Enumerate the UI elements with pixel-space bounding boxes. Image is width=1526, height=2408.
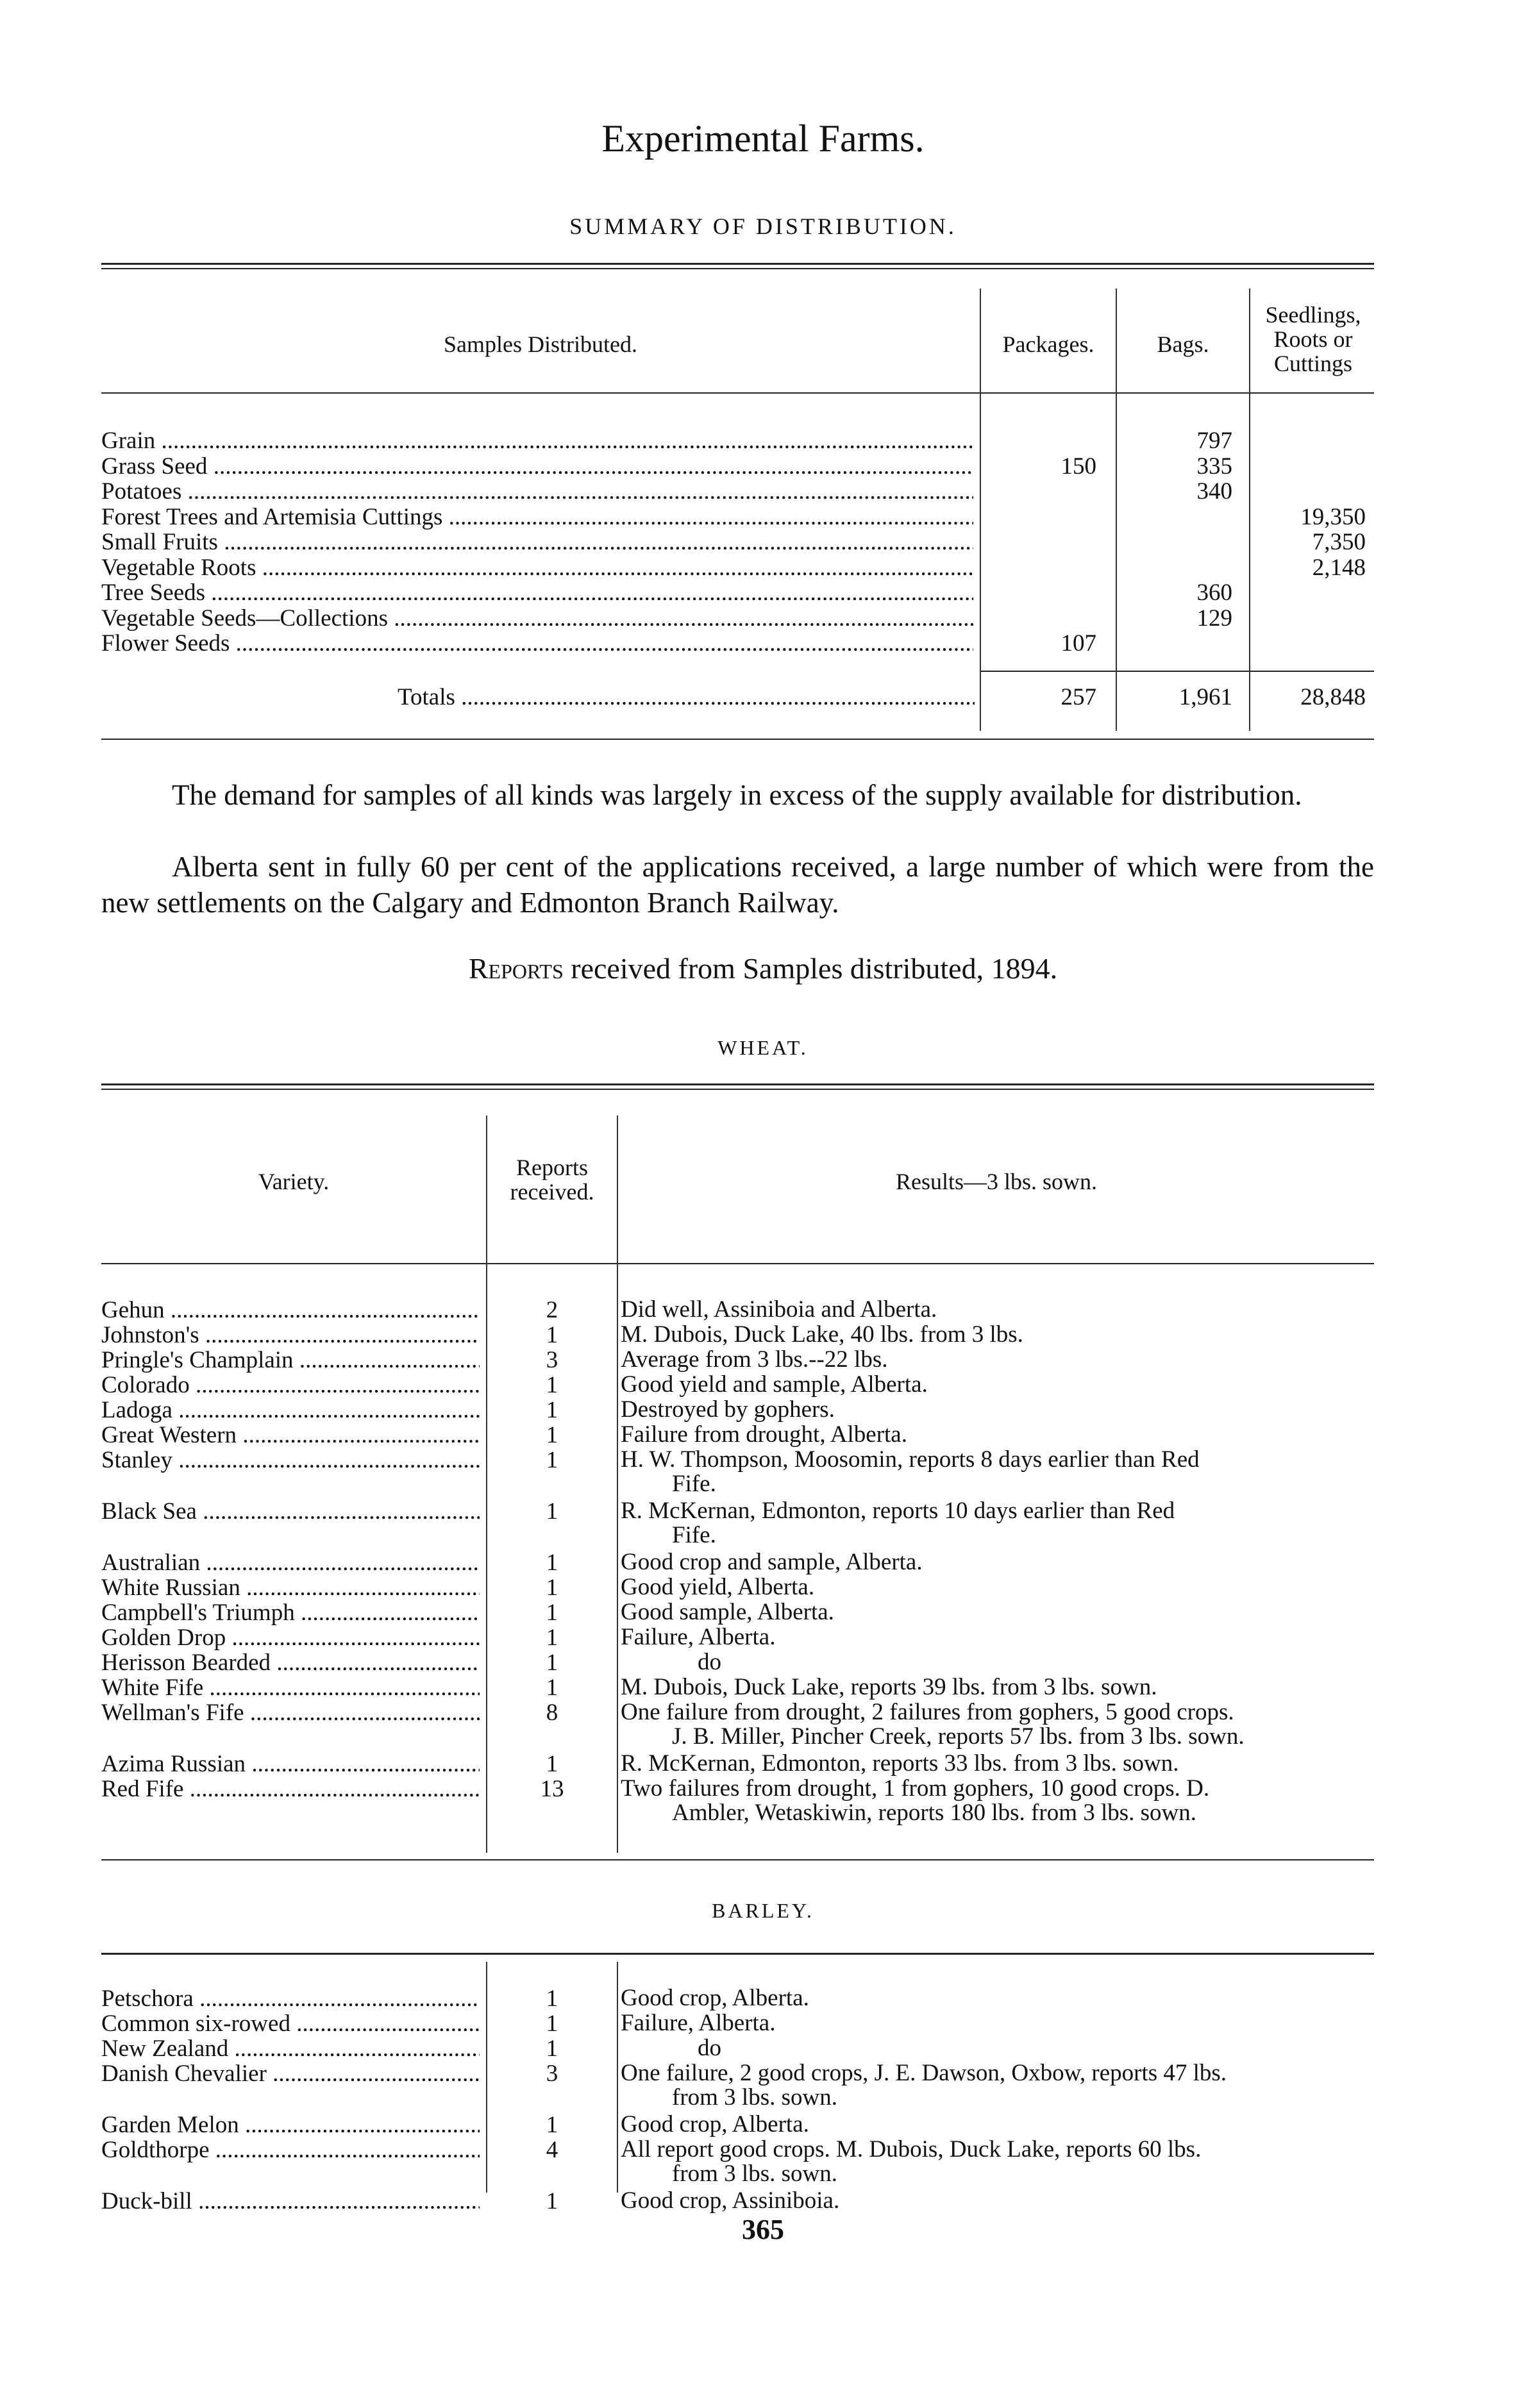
result-line: Average from 3 lbs.--22 lbs.	[621, 1346, 888, 1373]
leader-dots	[165, 1298, 480, 1323]
result-text	[621, 2061, 1376, 2110]
row-label	[101, 2011, 480, 2037]
result-line: One failure from drought, 2 failures from gophers, 5 good crops.	[621, 1699, 1234, 1725]
wheat-header-rule	[101, 1263, 1374, 1264]
leader-dots	[203, 1675, 480, 1701]
wheat-top-rule	[101, 1083, 1374, 1085]
row-label-text: Campbell's Triumph	[101, 1600, 295, 1626]
reports-count: 1	[546, 1986, 558, 2012]
result-line: One failure, 2 good crops, J. E. Dawson, Oxbow, reports 47 lbs.	[621, 2060, 1227, 2086]
row-label-text: White Russian	[101, 1575, 240, 1601]
row-label	[101, 1298, 480, 1323]
reports-count: 1	[546, 2036, 558, 2062]
row-label-text: Potatoes	[101, 479, 182, 505]
leader-dots	[197, 1499, 480, 1525]
row-label-text: Azima Russian	[101, 1752, 246, 1777]
summary-bags: 360	[1196, 580, 1232, 606]
reports-count: 13	[540, 1776, 564, 1802]
result-line: Two failures from drought, 1 from gophers, 10 good crops. D.	[621, 1775, 1210, 1802]
summary-seedlings: 7,350	[1312, 529, 1366, 555]
result-line: Did well, Assiniboia and Alberta.	[621, 1296, 937, 1323]
summary-top-rule	[101, 263, 1374, 265]
barley-col-rule-2	[617, 1962, 618, 2193]
reports-count: 1	[546, 2188, 558, 2214]
leader-dots	[172, 1398, 480, 1423]
row-label-text: Herisson Bearded	[101, 1650, 271, 1676]
header-reports: Reports received.	[510, 1155, 594, 1205]
leader-dots	[205, 580, 973, 606]
summary-top-rule-2	[101, 268, 1374, 269]
row-label	[101, 2189, 480, 2214]
result-continuation: J. B. Miller, Pincher Creek, reports 57 lbs. from 3 lbs. sown.	[672, 1723, 1245, 1750]
result-line: Good yield and sample, Alberta.	[621, 1371, 928, 1398]
reports-count: 1	[546, 1422, 558, 1448]
row-label	[101, 631, 973, 656]
page-title: Experimental Farms.	[601, 117, 925, 160]
result-text	[621, 1423, 1376, 1447]
summary-packages: 107	[1061, 630, 1096, 656]
summary-header-rule	[101, 392, 1374, 394]
reports-count: 1	[546, 1600, 558, 1626]
result-text	[621, 1298, 1376, 1322]
result-text	[621, 2011, 1376, 2036]
result-text	[621, 1986, 1376, 2011]
row-label-text: Garden Melon	[101, 2112, 239, 2138]
result-text	[621, 1499, 1376, 1548]
result-text	[621, 1448, 1376, 1496]
row-label-text: Flower Seeds	[101, 631, 230, 656]
row-label-text: Black Sea	[101, 1499, 197, 1525]
totals-seedlings: 28,848	[1300, 684, 1366, 710]
barley-top-rule	[101, 1953, 1374, 1955]
summary-bags: 129	[1196, 605, 1232, 631]
summary-seedlings: 2,148	[1312, 555, 1366, 581]
result-line: Failure, Alberta.	[621, 2010, 776, 2036]
reports-count: 1	[546, 2112, 558, 2138]
row-label	[101, 1398, 480, 1423]
result-text	[621, 1550, 1376, 1575]
result-line: Good crop, Alberta.	[621, 2111, 809, 2137]
summary-seedlings: 19,350	[1300, 504, 1366, 530]
result-text	[621, 2137, 1376, 2186]
leader-dots	[294, 1348, 480, 1373]
reports-count: 8	[546, 1700, 558, 1726]
row-label-text: Johnston's	[101, 1323, 199, 1348]
result-continuation: Ambler, Wetaskiwin, reports 180 lbs. from 3 lbs. sown.	[672, 1800, 1197, 1826]
row-label-text: Petschora	[101, 1986, 194, 2012]
row-label	[101, 1675, 480, 1701]
row-label	[101, 1448, 480, 1473]
row-label-text: Australian	[101, 1550, 201, 1576]
summary-bags: 797	[1196, 428, 1232, 454]
header-samples: Samples Distributed.	[444, 331, 637, 357]
row-label	[101, 2112, 480, 2138]
wheat-bottom-rule	[101, 1859, 1374, 1860]
leader-dots	[295, 1600, 480, 1626]
summary-title: SUMMARY OF DISTRIBUTION.	[569, 213, 957, 239]
row-label	[101, 1625, 480, 1651]
row-label-text: Great Western	[101, 1423, 237, 1448]
row-label	[101, 1373, 480, 1398]
result-line: Failure, Alberta.	[621, 1624, 776, 1650]
result-line: Good crop, Assiniboia.	[621, 2187, 840, 2214]
result-text	[621, 1575, 1376, 1600]
reports-count: 1	[546, 1322, 558, 1348]
row-label	[101, 1348, 480, 1373]
result-text	[621, 1777, 1376, 1825]
result-text	[621, 2112, 1376, 2137]
row-label	[101, 1986, 480, 2012]
wheat-section-title: WHEAT.	[717, 1036, 809, 1059]
row-label-text: Colorado	[101, 1373, 190, 1398]
row-label-text: Stanley	[101, 1448, 172, 1473]
totals-packages: 257	[1061, 684, 1096, 710]
wheat-top-rule-2	[101, 1089, 1374, 1090]
reports-count: 3	[546, 1347, 558, 1373]
result-line: R. McKernan, Edmonton, reports 10 days earlier than Red	[621, 1498, 1175, 1524]
result-text	[621, 1600, 1376, 1625]
row-label-text: Vegetable Seeds—Collections	[101, 606, 388, 631]
reports-count: 1	[546, 1650, 558, 1676]
row-label	[101, 479, 973, 505]
row-label-text: Tree Seeds	[101, 580, 206, 606]
row-label	[101, 505, 973, 530]
leader-dots	[256, 555, 973, 581]
row-label	[101, 1650, 480, 1676]
reports-count: 1	[546, 1447, 558, 1473]
result-text	[621, 1323, 1376, 1347]
leader-dots	[290, 2011, 480, 2037]
row-label	[101, 1550, 480, 1576]
leader-dots	[230, 631, 973, 656]
row-label-text: Duck-bill	[101, 2189, 192, 2214]
row-label	[101, 1499, 480, 1525]
result-line: Failure from drought, Alberta.	[621, 1421, 907, 1448]
leader-dots	[207, 454, 973, 480]
summary-totals-rule	[981, 671, 1374, 672]
row-label-text: Ladoga	[101, 1398, 172, 1423]
result-continuation: Fife.	[672, 1471, 716, 1497]
reports-count: 1	[546, 2011, 558, 2037]
leader-dots	[226, 1625, 480, 1651]
reports-count: 1	[546, 1372, 558, 1398]
page-number: 365	[742, 2214, 784, 2245]
row-label	[101, 1700, 480, 1726]
result-text	[621, 1348, 1376, 1372]
row-label	[101, 2137, 480, 2163]
totals-label: Totals .....	[398, 685, 975, 710]
result-text	[621, 1752, 1376, 1776]
summary-bottom-rule	[101, 739, 1374, 740]
row-label	[101, 1423, 480, 1448]
result-continuation: from 3 lbs. sown.	[672, 2161, 837, 2187]
leader-dots	[199, 1323, 480, 1348]
paragraph-1: The demand for samples of all kinds was largely in excess of the supply available for distribution.	[172, 779, 1302, 811]
result-line: do	[698, 1649, 721, 1675]
leader-dots	[183, 1777, 480, 1802]
result-line: M. Dubois, Duck Lake, reports 39 lbs. from 3 lbs. sown.	[621, 1674, 1157, 1700]
row-label-text: New Zealand	[101, 2036, 229, 2062]
result-text	[621, 1625, 1376, 1650]
leader-dots	[246, 1752, 480, 1777]
header-seedlings: Seedlings, Roots or Cuttings	[1265, 302, 1361, 376]
leader-dots	[192, 2189, 480, 2214]
result-line: All report good crops. M. Dubois, Duck Lake, reports 60 lbs.	[621, 2136, 1202, 2162]
reports-count: 1	[546, 1550, 558, 1576]
row-label-text: Red Fife	[101, 1777, 184, 1802]
reports-count: 1	[546, 1751, 558, 1777]
result-continuation: from 3 lbs. sown.	[672, 2084, 837, 2111]
leader-dots	[194, 1986, 480, 2012]
result-line: Destroyed by gophers.	[621, 1396, 835, 1423]
leader-dots	[190, 1373, 480, 1398]
row-label-text: Goldthorpe	[101, 2137, 210, 2163]
row-label-text: Golden Drop	[101, 1625, 226, 1651]
summary-bags: 335	[1196, 453, 1232, 480]
result-continuation: Fife.	[672, 1522, 716, 1548]
result-text	[621, 2036, 1376, 2061]
leader-dots	[237, 1423, 480, 1448]
row-label	[101, 2061, 480, 2087]
header-variety: Variety.	[258, 1169, 330, 1194]
leader-dots	[218, 530, 973, 555]
row-label-text: Grass Seed	[101, 454, 208, 480]
row-label-text: Gehun	[101, 1298, 165, 1323]
result-text	[621, 1700, 1376, 1749]
row-label	[101, 606, 973, 631]
row-label-text: Wellman's Fife	[101, 1700, 244, 1726]
result-line: H. W. Thompson, Moosomin, reports 8 days earlier than Red	[621, 1446, 1200, 1473]
result-text	[621, 1373, 1376, 1397]
reports-count: 2	[546, 1297, 558, 1323]
reports-count: 1	[546, 1625, 558, 1651]
row-label	[101, 1575, 480, 1601]
result-line: do	[698, 2035, 721, 2061]
summary-bags: 340	[1196, 478, 1232, 505]
leader-dots	[228, 2036, 480, 2062]
totals-bags: 1,961	[1178, 684, 1232, 710]
result-text	[621, 1398, 1376, 1422]
row-label-text: Forest Trees and Artemisia Cuttings	[101, 505, 443, 530]
result-text	[621, 1675, 1376, 1700]
row-label	[101, 580, 973, 606]
wheat-col-rule-1	[486, 1116, 487, 1853]
leader-dots	[181, 479, 973, 505]
reports-title: Reports received from Samples distributed, 1894.	[468, 952, 1058, 985]
paragraph-2: Alberta sent in fully 60 per cent of the applications received, a large number of which were from the new settlements on the Calgary and Edmonton Branch Railway.	[101, 851, 1374, 919]
leader-dots	[240, 1575, 480, 1601]
row-label	[101, 2036, 480, 2062]
result-text	[621, 2189, 1376, 2213]
row-label-text: Grain	[101, 428, 156, 454]
header-bags: Bags.	[1157, 331, 1209, 357]
leader-dots	[239, 2112, 480, 2138]
result-text	[621, 1650, 1376, 1675]
leader-dots	[388, 606, 973, 631]
summary-packages: 150	[1061, 453, 1096, 480]
row-label	[101, 1323, 480, 1348]
row-label-text: Danish Chevalier	[101, 2061, 267, 2087]
reports-count: 1	[546, 1498, 558, 1525]
row-label	[101, 1752, 480, 1777]
row-label	[101, 1777, 480, 1802]
header-packages: Packages.	[1002, 331, 1094, 357]
leader-dots	[267, 2061, 480, 2087]
reports-count: 3	[546, 2061, 558, 2087]
reports-count: 4	[546, 2137, 558, 2163]
leader-dots	[271, 1650, 480, 1676]
row-label	[101, 1600, 480, 1626]
leader-dots	[244, 1700, 480, 1726]
wheat-col-rule-2	[617, 1116, 618, 1853]
reports-count: 1	[546, 1575, 558, 1601]
result-line: R. McKernan, Edmonton, reports 33 lbs. from 3 lbs. sown.	[621, 1750, 1179, 1777]
row-label-text: Common six-rowed	[101, 2011, 290, 2037]
row-label	[101, 555, 973, 581]
result-line: Good crop and sample, Alberta.	[621, 1549, 923, 1575]
leader-dots	[200, 1550, 480, 1576]
leader-dots	[155, 428, 973, 454]
row-label-text: Small Fruits	[101, 530, 218, 555]
header-results: Results—3 lbs. sown.	[895, 1169, 1098, 1194]
result-line: M. Dubois, Duck Lake, 40 lbs. from 3 lbs.	[621, 1321, 1023, 1348]
leader-dots	[210, 2137, 480, 2163]
row-label-text: Pringle's Champlain	[101, 1348, 294, 1373]
leader-dots	[442, 505, 973, 530]
reports-count: 1	[546, 1397, 558, 1423]
row-label	[101, 454, 973, 480]
reports-count: 1	[546, 1675, 558, 1701]
row-label	[101, 530, 973, 555]
result-line: Good crop, Alberta.	[621, 1985, 809, 2011]
result-line: Good sample, Alberta.	[621, 1599, 834, 1625]
leader-dots	[172, 1448, 480, 1473]
result-line: Good yield, Alberta.	[621, 1574, 815, 1600]
row-label-text: Vegetable Roots	[101, 555, 256, 581]
row-label	[101, 428, 973, 454]
row-label-text: White Fife	[101, 1675, 204, 1701]
barley-section-title: BARLEY.	[712, 1899, 814, 1922]
